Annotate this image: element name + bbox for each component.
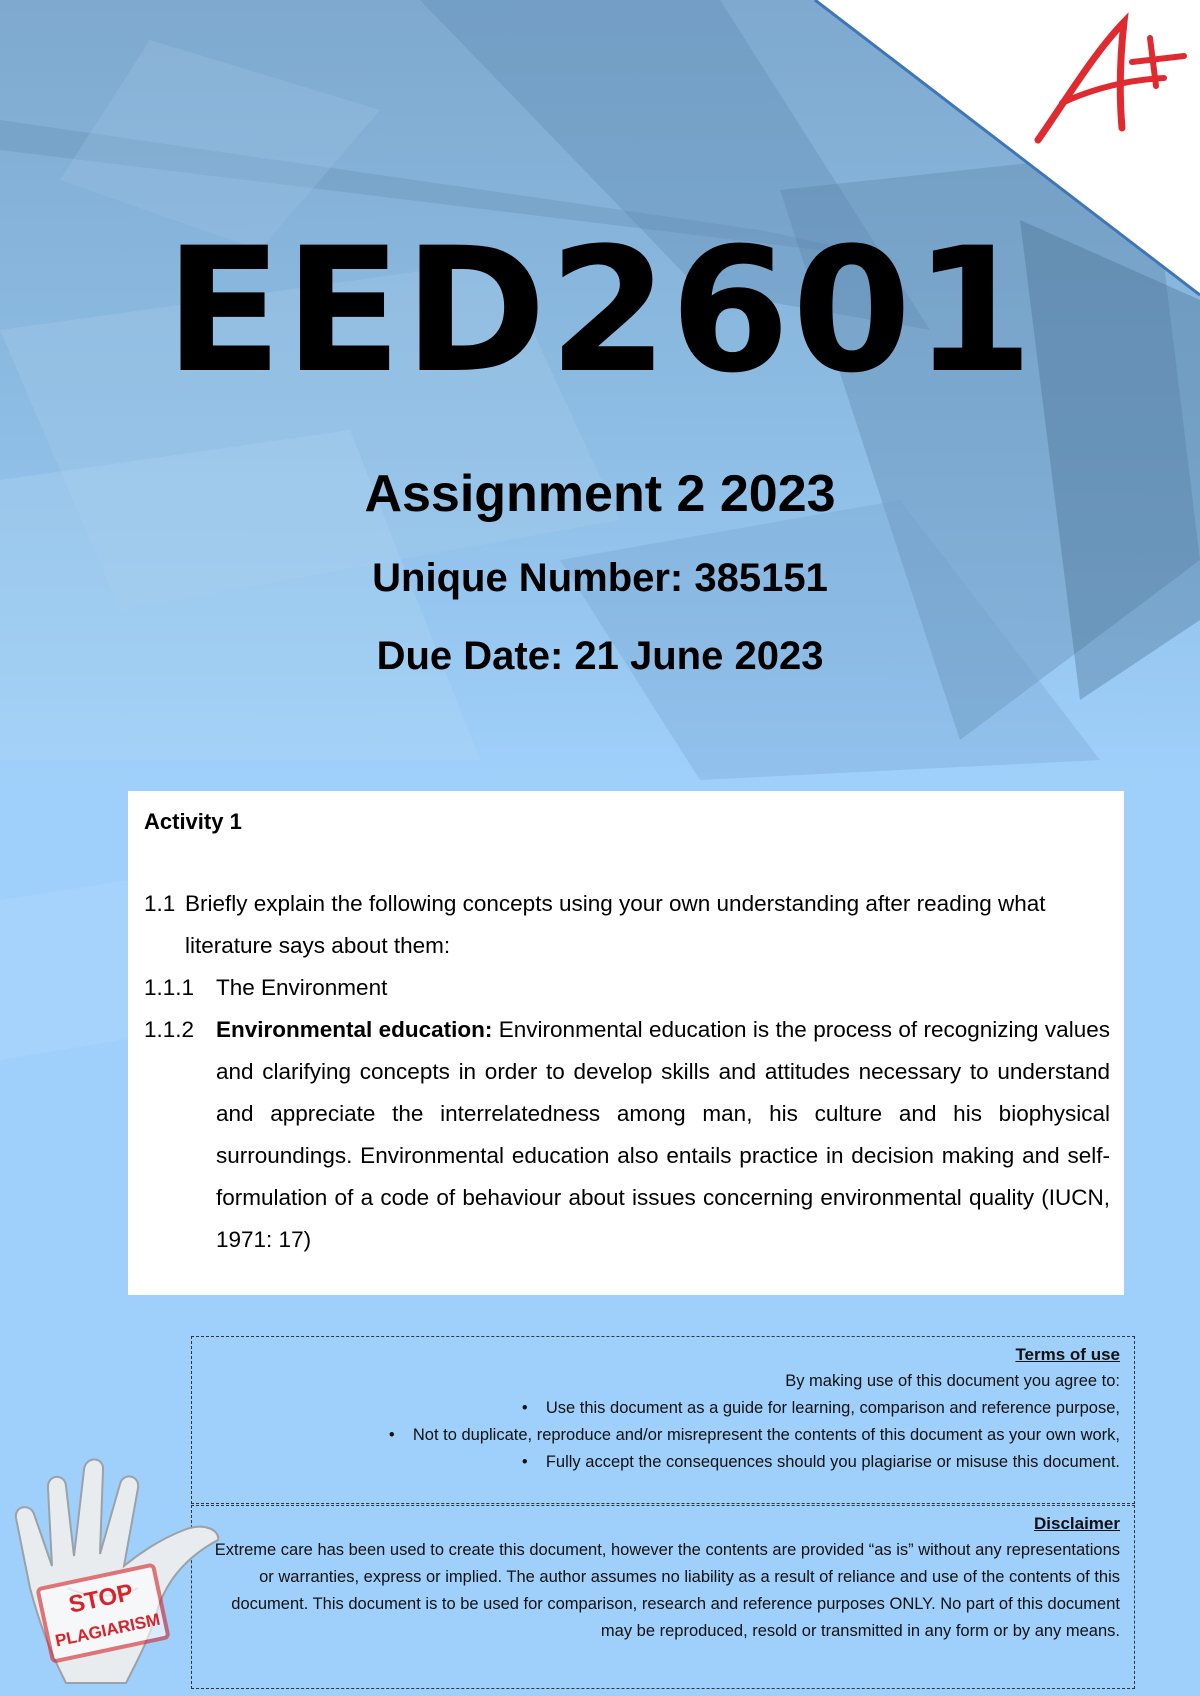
answer-text: Environmental education is the process of recognizing values and clarifying concepts in order to develop skills and attitudes necessary to understand and appreciate the interrelatedness among man, his culture and his biophysical surroundings. Environmental education also entails practice in decision making and self-formulation of a code of behaviour about issues concerning environmental quality (IUCN, 1971: 17) bbox=[216, 1017, 1110, 1252]
assignment-title: Assignment 2 2023 bbox=[364, 465, 836, 523]
unique-number: Unique Number: 385151 bbox=[372, 556, 828, 600]
subquestion-answer bbox=[216, 1009, 1110, 1261]
list-item: • Fully accept the consequences should you plagiarise or misuse this document. bbox=[206, 1449, 1120, 1476]
terms-intro: By making use of this document you agree to: bbox=[785, 1372, 1120, 1390]
terms-title: Terms of use bbox=[1015, 1345, 1120, 1364]
subquestion-number: 1.1.2 bbox=[144, 1017, 195, 1042]
activity-card bbox=[128, 791, 1124, 1295]
terms-of-use-box bbox=[191, 1336, 1135, 1504]
answer-term: Environmental education: bbox=[216, 1017, 493, 1042]
activity-heading: Activity 1 bbox=[144, 809, 242, 834]
subquestion-number: 1.1.1 bbox=[144, 975, 195, 1000]
question-number: 1.1 bbox=[144, 891, 176, 916]
stop-plagiarism-hand-icon bbox=[8, 1448, 240, 1688]
terms-list bbox=[206, 1395, 1120, 1476]
a-plus-logo bbox=[1024, 8, 1194, 158]
list-item: • Use this document as a guide for learning, comparison and reference purpose, bbox=[206, 1395, 1120, 1422]
subquestion-text: The Environment bbox=[216, 975, 388, 1000]
disclaimer-box bbox=[191, 1505, 1135, 1689]
course-code: EED2601 bbox=[164, 210, 1036, 411]
stamp-line-1: STOP bbox=[66, 1578, 136, 1619]
stamp-line-2: PLAGIARISM bbox=[53, 1609, 162, 1651]
list-item: • Not to duplicate, reproduce and/or misrepresent the contents of this document as your own work, bbox=[206, 1422, 1120, 1449]
due-date: Due Date: 21 June 2023 bbox=[376, 634, 824, 678]
disclaimer-title: Disclaimer bbox=[1034, 1514, 1120, 1533]
question-text: Briefly explain the following concepts using your own understanding after reading what literature says about them: bbox=[185, 891, 1046, 958]
disclaimer-text: Extreme care has been used to create this document, however the contents are provided “as is” without any representations or warranties, express or implied. The author assumes no liability as a result of reliance and use of the contents of this document. This document is to be used for comparison, research and reference purposes ONLY. No part of this document may be reproduced, resold or transmitted in any form or by any means. bbox=[214, 1541, 1120, 1640]
